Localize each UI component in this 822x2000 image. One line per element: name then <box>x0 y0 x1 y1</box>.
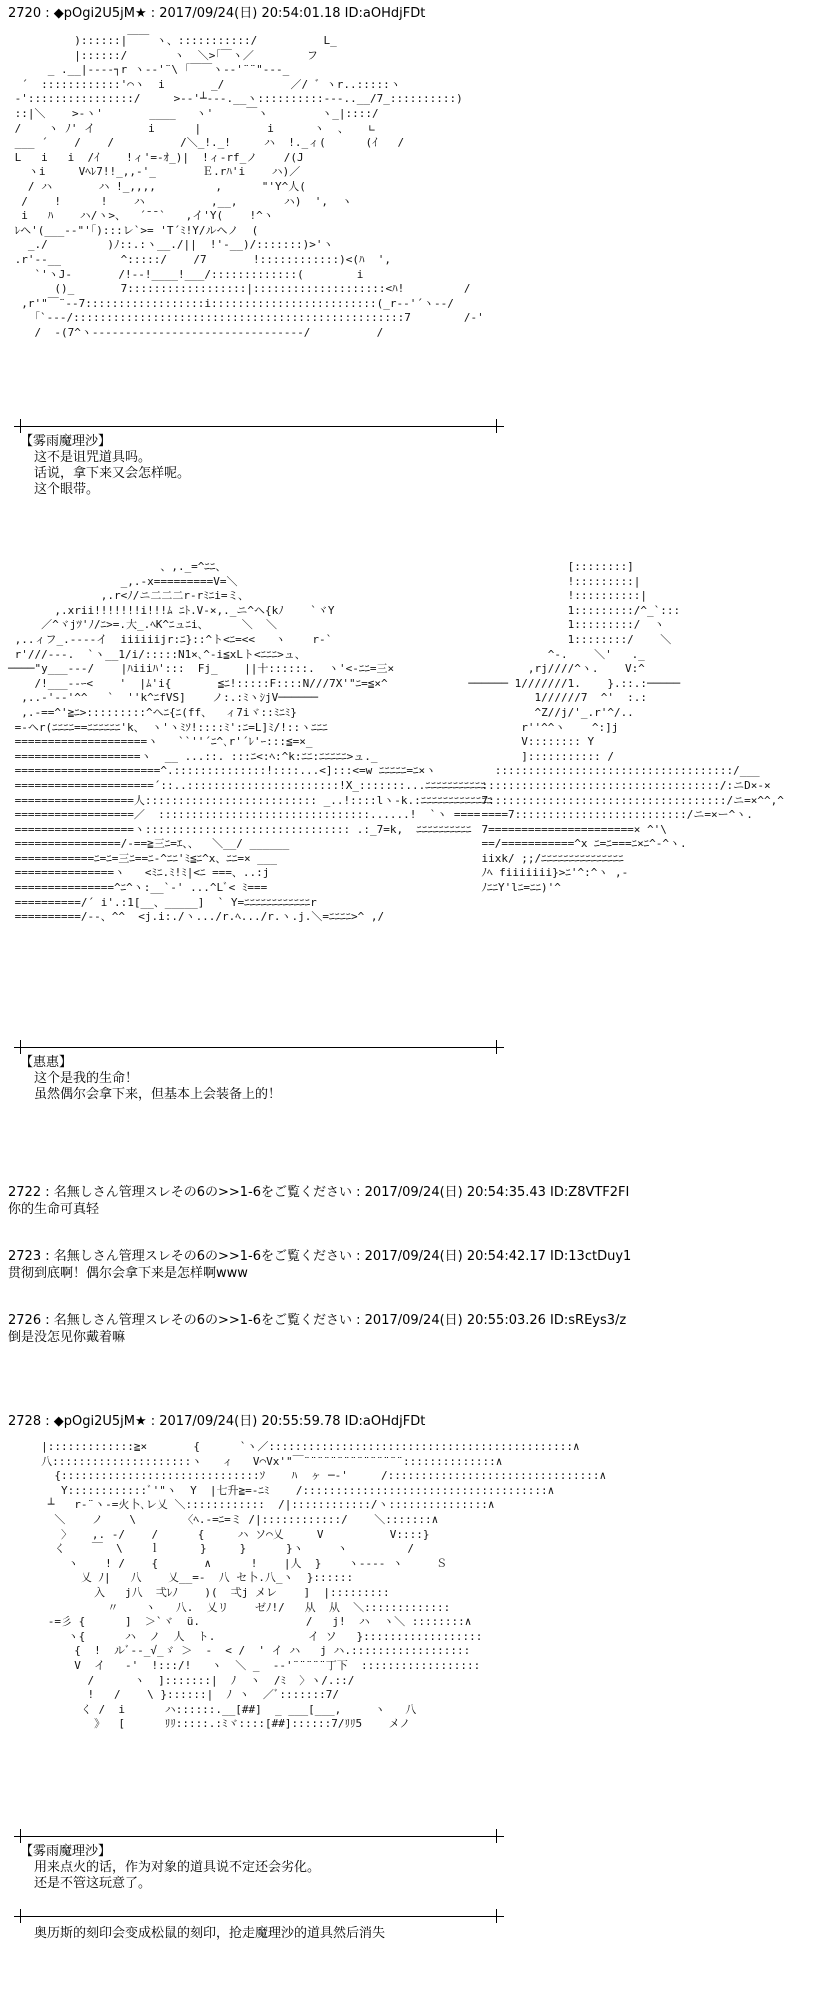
dialog-line: 用来点火的话，作为对象的道具说不定还会劣化。 <box>34 1860 321 1875</box>
reply-body: 贯彻到底啊！偶尔会拿下来是怎样啊www <box>8 1266 248 1281</box>
dialog-divider <box>14 1836 504 1837</box>
post-header: 2728 : ◆pOgi2U5jM★ : 2017/09/24(日) 20:55:59.78 ID:aOHdjFDt <box>8 1414 426 1429</box>
ascii-art-megumin-right: [::::::::] !:::::::::| !::::::::::| 1:::::::::/^_`::: 1:::::::::/ ヽ 1::::::::/ ＼ ^‐. ＼' ._ ,rj////^ヽ. V:^ ────── 1///////1. }.::.:───── 1//////7 ^' :.: ^Z//j/'_.r'^/.. r''^^ヽ ^:]j V:::::::: Y ]::::::::::: / ::::::::::::::::::::::::::::::::::::/___ ::::::::::::::::::::::::::::::::::::/:ニD×-× 7::::::::::::::::::::::::::::::::::::/ニ=×^^,^ ====7::::::::::::::::::::::::::/ニ=×ー^ヽ. 7======================× ^'\ ==/===========^x ﾆ=ﾆ===ﾆ×ﾆ^‐^ヽ. iixk/ ;;/ﾆﾆﾆﾆﾆﾆﾆﾆﾆﾆﾆﾆﾆﾆﾆ ﾉﾍ fiiiiiii}>ﾆ'^:^ヽ ,- ﾉﾆﾆY'lﾆ=ﾆﾆ)'^ <box>468 560 784 895</box>
dialog-line: 这个眼带。 <box>34 482 100 497</box>
dialog-box <box>20 434 190 498</box>
dialog-line: 虽然偶尔会拿下来，但基本上会装备上的！ <box>34 1087 282 1102</box>
post-header: 2720 : ◆pOgi2U5jM★ : 2017/09/24(日) 20:54:01.18 ID:aOHdjFDt <box>8 6 426 21</box>
reply-body: 你的生命可真轻 <box>8 1202 100 1217</box>
dialog-divider-cap-left <box>20 1829 21 1843</box>
ascii-art-marisa: )::::::|￣￣ ヽ、:::::::::::/ L_ |::::::/ ヽ ＼>｢￣ヽ／ フ _ .__|-‐‐‐┐r ヽ-‐'¨\ ｢￣￣ヽ-‐'¨¨"‐--_ ´ ::::::::::::'⌒ヽ i _/ ／/ ゛ヽr..:::::ヽ -'::::::::::::::::/ >‐‐'┴‐‐-.__ヽ::::::::::---..__/7_::::::::::) ::|＼ >‐ヽ' ____ ヽ' ￣ヽ ヽ_|::::/ / ヽ ﾉ' イ i | i ヽ 、 ∟ ___ ´ / / /＼_!._! ハ !._ィ( (ｲ / L i i /ｲ !ィ'=-ｵ_)| !ィ-rf_ノ /(J ヽi Vﾍﾚ7!!_,,-'_ Ｅ.rﾊ'i ハ)／ / ハ ハ !_,,,, , "'Y^人( / ! ! ハ ,__, ハ) ', ヽ i ﾊ ハ/ヽ>、 ´¯¯` ,イ'Y( !^ヽ ﾚヘ'(___‐‐"'｢):::レ`>= 'T´ﾐ!Y/ルヘノ ( _./ )ﾉ::.:ヽ__./|| !'‐__)/:::::::)>'ヽ .r'--__ ^:::::/ /7 !::::::::::::)<(ﾊ ', `'ヽJ- /!‐‐!____!___/:::::::::::::( i ()_ 7::::::::::::::::::|::::::::::::::::::::<ﾊ! / ,r'"￣¨--7::::::::::::::::::i:::::::::::::::::::::::::(_r-‐'´ヽ-‐/ ｢`--‐/::::::::::::::::::::::::::::::::::::::::::::::::::7 /‐' / ‐(7^ヽ-‐‐‐‐‐‐‐‐‐‐‐‐‐‐‐‐‐‐‐‐‐‐‐‐‐‐‐‐‐‐‐/ / <box>14 34 484 339</box>
dialog-divider-cap-left <box>20 419 21 433</box>
dialog-divider-cap-right <box>496 419 497 433</box>
dialog-divider-cap-right <box>496 1040 497 1054</box>
narration-divider-cap-left <box>20 1909 21 1923</box>
speaker-name: 【雾雨魔理沙】 <box>20 434 112 449</box>
dialog-divider-cap-right <box>496 1829 497 1843</box>
dialog-box <box>20 1055 281 1103</box>
dialog-divider <box>14 426 504 427</box>
dialog-line: 这不是诅咒道具吗。 <box>34 450 152 465</box>
post-header: 2726 : 名無しさん管理スレその6の>>1-6をご覧ください : 2017/09/24(日) 20:55:03.26 ID:sREys3/z <box>8 1313 627 1328</box>
post-header: 2722 : 名無しさん管理スレその6の>>1-6をご覧ください : 2017/09/24(日) 20:54:35.43 ID:Z8VTF2FI <box>8 1185 630 1200</box>
narration-divider <box>14 1916 504 1917</box>
dialog-box <box>20 1844 320 1892</box>
post-header: 2723 : 名無しさん管理スレその6の>>1-6をご覧ください : 2017/09/24(日) 20:54:42.17 ID:13ctDuy1 <box>8 1249 632 1264</box>
dialog-line: 还是不管这玩意了。 <box>34 1876 152 1891</box>
reply-body: 倒是没怎见你戴着嘛 <box>8 1330 126 1345</box>
speaker-name: 【雾雨魔理沙】 <box>20 1844 112 1859</box>
ascii-art-megumin: 、,._=^ﾆﾆ、 _,.-x=========V=＼ ,.r<ﾉ/ニ二二二r-rﾐﾆi=ミ、 ,.xrii!!!!!!!i!!!ﾑ ﾆﾄ.V-×,._ニ^ヘ{kﾉ `ヾY ／^ヾjﾂ'ﾉ/ﾆ>=.大_.ﾍK^ﾆュﾆi、 ＼ ＼ ,..ィフ_.-‐‐‐イ iiiiiijr:ﾆ}::^ト<ﾆ=<< ヽ r‐` r'///‐‐‐. `ヽ__1/i/:::::N1×､^‐i≦xLト<ﾆﾆﾆ>ュ、 ────"y___‐‐‐/ |ﾊiiiﾊ'::: Fj_ ||十::::::. ヽ'<‐ﾆﾆ=三× /!___‐‐ｰ< ' |ﾑ'i{ ≦ﾆ!:::::F::::N///7X'"ﾆ=≦×^ ,..‐'‐‐'^^ ` ''k^ﾆfVS] ノ:.:ﾐヽｼjV────── ,.-==^'≧ﾆ>:::::::::^ヘﾆ{ﾆ(ff、 ィ7iヾ::ﾐﾆﾐ} =‐ヘr(ﾆﾆﾆﾆ==ﾆﾆﾆﾆﾆﾆ'k、 ヽ'ヽﾐｿ!::::ﾐ':ﾆ=L]ﾐ/!::ヽﾆﾆﾆ ====================ヽ ``''´ﾆ^､r'´ﾚ'ｰ:::≦=×_ ===================ヽ __ ...::. :::ﾆ<:ﾍ:^k:ﾆﾆ:ﾆﾆﾆﾆﾆ>ュ._ ======================^.::::::::::::::!::::...<]:::<=w ﾆﾆﾆﾆﾆ=ﾆ×ヽ =====================´::..:::::::::::::::::::::::!X_:::::::...ﾆﾆﾆﾆﾆﾆﾆﾆﾆﾆﾆ ==================人:::::::::::::::::::::::::: _..!::::lヽ-k.:ﾆﾆﾆﾆﾆﾆﾆﾆﾆﾆﾆﾆﾆ ==================／ ::::::::::::::::::::::::::::::::......! `ヽ ==== ==================ヽ::::::::::::::::::::::::::::::: .:_7=k, ﾆﾆﾆﾆﾆﾆﾆﾆﾆﾆ ================/‐==≧三ﾆ=ｴ、、 ＼__/ ______ ============ﾆ=ﾆ=三ﾆ==ﾆ-^ﾆﾆ'ﾐ≦ﾆ^x、ﾆﾆ=× ___ ===============ヽ <ﾐﾆ.ﾐ!ﾐ|<ﾆ ===、..:j ===============^ﾆ^ヽ:__`-' ...^Lﾞ< ﾐ=== ==========/´ i'.:1[__、_____] ` Y=ﾆﾆﾆﾆﾆﾆﾆﾆﾆﾆﾆﾆr ==========/--、^^ <j.i:./ヽ.../r.ﾍ.../r.ヽ.j.＼=ﾆﾆﾆﾆ>^ ,/ <box>8 560 493 924</box>
dialog-line: 这个是我的生命！ <box>34 1071 139 1086</box>
ascii-art-marisa-2: |:::::::::::::≧× { `ヽ／::::::::::::::::::::::::::::::::::::::::::::::∧ 八:::::::::::::::::::::ヽ ィ V⌒Vx'"￣¨¨¨¨¨¨¨¨¨¨¨¨¨¨¨::::::::::::::∧ {::::::::::::::::::::::::::::::ｿ ﾊ ヶ ─‐' /::::::::::::::::::::::::::::::::∧ Y::::::::::::ﾞ'"ヽ Y |七升≧=‐ﾆﾐ /:::::::::::::::::::::::::::::::::::::∧ ┴ r‐¨ヽ‐=火卜､レ乂 ＼:::::::::::: /|::::::::::::/ヽ:::::::::::::::∧ ＼ ノ \ 〈ﾍ.-=ﾆ=ミ /|::::::::::::/ ＼:::::::∧ 〉 ,. -/ / { ハ ソ⌒乂 V V::::} く ￣ \ ｌ } } }ヽ ヽ / ヽ ! / { ∧ ! |人 } ヽ‐‐‐‐ ヽ Ｓ 乂 ﾉ| 八 乂__=‐ 八 セ卜.八_ヽ }:::::: 入 j八 弌ﾚﾉ )( 弌j メレ ] |::::::::: 〃 ヽ 八. 乂リ ゼﾉ!/ 从 从 ＼::::::::::::: ‐=彡 { ] ＞`ヾ ü. / j! ハ ヽ＼ ::::::::∧ ヽ{ ハ ノ 人 ト. イ ソ }:::::::::::::::::: { ! ルﾞ‐‐_√_ゞ ＞ ‐ < / ' イ ハ j ハ.:::::::::::::::::: V イ ‐' !:::/! ヽ ＼ _ ‐‐'¨¨¨¨¨丁下 :::::::::::::::::: / ヽ ]:::::::| ﾉ ヽ /ﾐ 〉ヽ/.::/ ! / \ }::::::| ﾉ ヽ ／ﾞ:::::::7/ く / i ハ::::::.__[##] _ ___[___, ヽ 八 》 [ ﾘﾘ:::::.:ﾐヾ::::[##]::::::7/ﾘﾘ5 メノ <box>41 1440 607 1731</box>
dialog-divider-cap-left <box>20 1040 21 1054</box>
narration-text: 奥历斯的刻印会变成松鼠的刻印，抢走魔理沙的道具然后消失 <box>34 1926 386 1941</box>
dialog-line: 话说，拿下来又会怎样呢。 <box>34 466 191 481</box>
narration-divider-cap-right <box>496 1909 497 1923</box>
dialog-divider <box>14 1047 504 1048</box>
speaker-name: 【惠惠】 <box>20 1055 73 1070</box>
